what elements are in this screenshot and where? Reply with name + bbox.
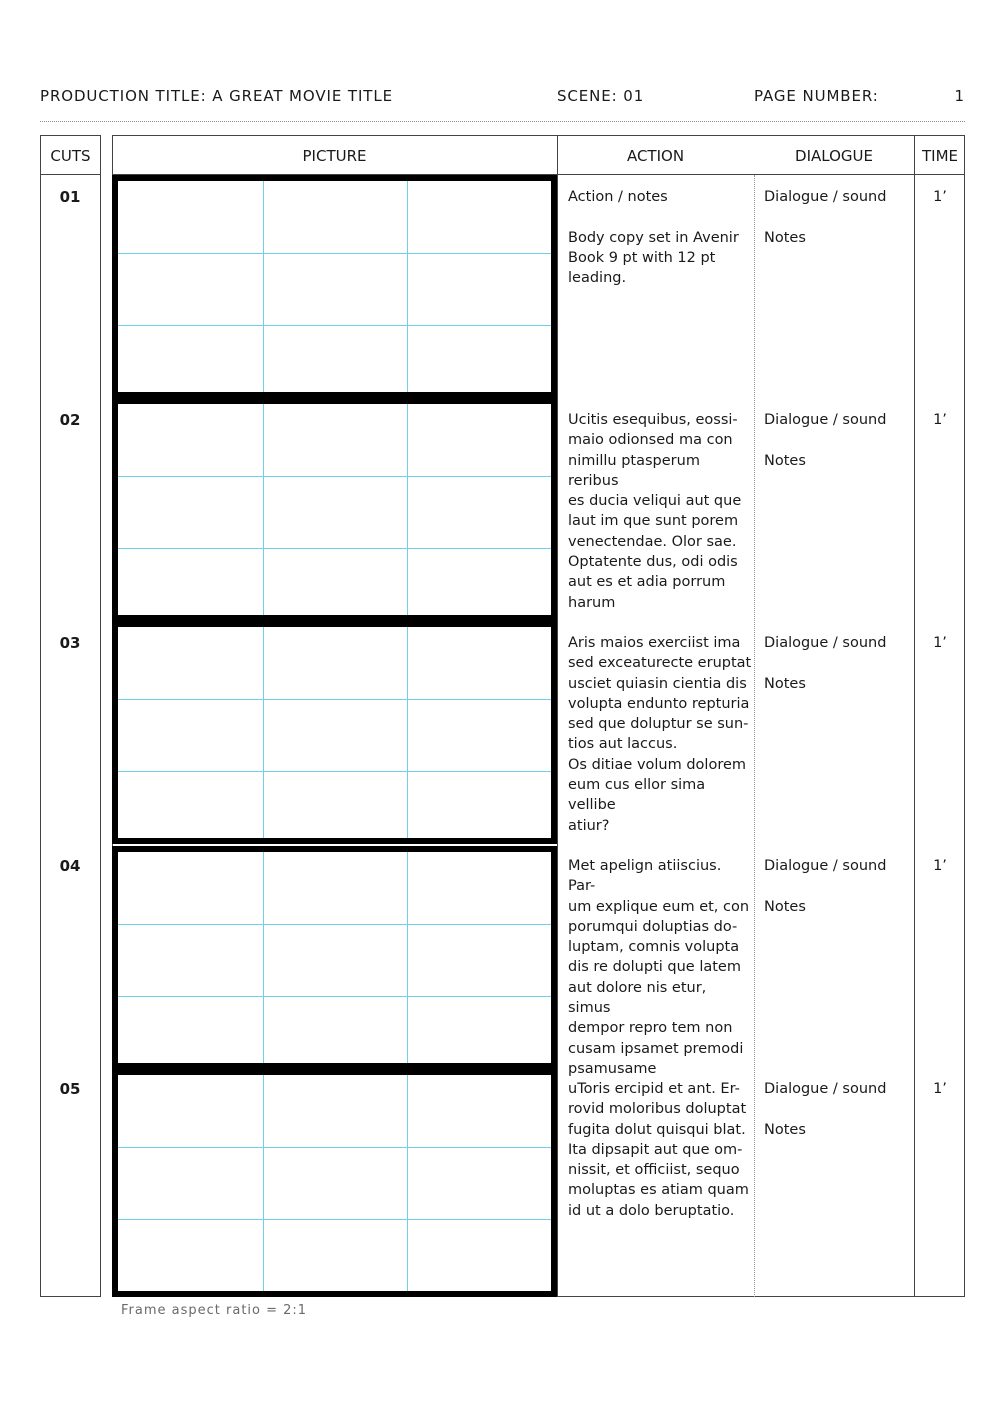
dialogue-line: Dialogue / sound	[764, 412, 887, 428]
action-line: dis re dolupti que latem	[568, 959, 741, 976]
cut-number: 02	[59, 411, 81, 429]
picture-frame[interactable]	[112, 621, 557, 844]
frame-grid-line	[118, 771, 551, 772]
frame-grid-line	[118, 548, 551, 549]
scene-value: 01	[623, 87, 645, 105]
action-line: laut im que sunt porem	[568, 513, 739, 530]
cuts-column	[40, 135, 101, 1297]
dialogue-column-header: DIALOGUE	[795, 147, 873, 165]
action-text	[568, 410, 752, 613]
action-line: atiur?	[568, 817, 610, 834]
frame-grid-line	[118, 996, 551, 997]
time-value: 1’	[933, 412, 947, 428]
frame-grid-line	[407, 1075, 408, 1291]
dialogue-text	[764, 410, 914, 471]
scene-label: SCENE:	[557, 87, 618, 105]
dialogue-text	[764, 187, 914, 248]
dialogue-text	[764, 633, 914, 694]
action-line: cusam ipsamet premodi	[568, 1040, 744, 1057]
action-line: aut dolore nis etur, simus	[568, 979, 707, 1017]
action-line: Met apelign atiiscius. Par-	[568, 858, 722, 895]
picture-column-header: PICTURE	[302, 147, 367, 165]
action-text	[568, 633, 752, 836]
production-title	[40, 86, 393, 106]
frame-grid-line	[118, 699, 551, 700]
action-line: Body copy set in Avenir	[568, 229, 739, 246]
dialogue-line: Dialogue / sound	[764, 1081, 887, 1097]
frame-grid-line	[118, 1219, 551, 1220]
page-number-label: PAGE NUMBER:	[754, 87, 879, 105]
action-text	[568, 187, 752, 288]
cut-number: 04	[59, 857, 81, 875]
frame-grid-line	[263, 181, 264, 392]
action-line: maio odionsed ma con	[568, 432, 733, 449]
action-line: volupta endunto repturia	[568, 695, 750, 712]
action-line: um explique eum et, con	[568, 898, 750, 915]
action-line: es ducia veliqui aut que	[568, 493, 742, 510]
picture-frame[interactable]	[112, 398, 557, 621]
picture-frame[interactable]	[112, 175, 557, 398]
action-line: harum	[568, 594, 616, 611]
dialogue-time-divider	[914, 135, 915, 1297]
dialogue-line: Dialogue / sound	[764, 858, 887, 874]
action-line: leading.	[568, 270, 627, 287]
action-line: luptam, comnis volupta	[568, 939, 740, 956]
dialogue-line: Dialogue / sound	[764, 189, 887, 205]
action-line: uToris ercipid et ant. Er-	[568, 1081, 740, 1097]
frame-grid-line	[118, 476, 551, 477]
action-line: sed exceaturecte eruptat	[568, 655, 752, 672]
frame-grid-line	[263, 627, 264, 838]
cut-number: 03	[59, 634, 81, 652]
production-title-value: A GREAT MOVIE TITLE	[212, 87, 393, 105]
action-line: Book 9 pt with 12 pt	[568, 249, 716, 266]
frame-grid-line	[118, 1147, 551, 1148]
notes-line: Notes	[764, 452, 806, 469]
action-line: Os ditiae volum dolorem	[568, 756, 747, 773]
page-number-value: 1	[954, 87, 965, 105]
dialogue-text	[764, 856, 914, 917]
action-line: nissit, et officiist, sequo	[568, 1162, 740, 1179]
action-line: psamusame	[568, 1060, 657, 1077]
action-line: fugita dolut quisqui blat.	[568, 1121, 746, 1138]
action-line: eum cus ellor sima vellibe	[568, 777, 706, 814]
action-line: nimillu ptasperum reribus	[568, 452, 700, 489]
action-line: Optatente dus, odi odis	[568, 554, 738, 571]
cuts-header-divider	[40, 174, 101, 175]
action-dialogue-divider	[754, 175, 755, 1297]
cuts-column-header: CUTS	[50, 147, 91, 165]
notes-line: Notes	[764, 229, 806, 246]
notes-line: Notes	[764, 1121, 806, 1138]
action-line: tios aut laccus.	[568, 736, 678, 753]
action-line: Action / notes	[568, 189, 668, 205]
cut-number: 05	[59, 1080, 81, 1098]
time-value: 1’	[933, 189, 947, 205]
frame-grid-line	[263, 404, 264, 615]
frame-grid-line	[118, 253, 551, 254]
picture-frame[interactable]	[112, 1069, 557, 1297]
frame-grid-line	[407, 404, 408, 615]
dialogue-line: Dialogue / sound	[764, 635, 887, 651]
frame-grid-line	[407, 181, 408, 392]
frame-grid-line	[263, 1075, 264, 1291]
action-line: id ut a dolo beruptatio.	[568, 1202, 735, 1219]
frame-grid-line	[118, 325, 551, 326]
frame-grid-line	[407, 852, 408, 1063]
notes-line: Notes	[764, 898, 806, 915]
action-line: porumqui doluptias do-	[568, 918, 738, 935]
frame-aspect-ratio-note: Frame aspect ratio = 2:1	[121, 1303, 308, 1318]
header-divider	[40, 121, 965, 122]
frame-grid-line	[118, 924, 551, 925]
dialogue-text	[764, 1079, 914, 1140]
action-line: Ita dipsapit aut que om-	[568, 1141, 743, 1158]
notes-line: Notes	[764, 675, 806, 692]
picture-frame[interactable]	[112, 846, 557, 1069]
action-text	[568, 856, 752, 1079]
action-line: dempor repro tem non	[568, 1020, 733, 1037]
action-line: usciet quiasin cientia dis	[568, 675, 747, 692]
action-column-header: ACTION	[626, 147, 685, 165]
frame-grid-line	[263, 852, 264, 1063]
action-line: venectendae. Olor sae.	[568, 533, 737, 550]
action-line: Aris maios exerciist ima	[568, 635, 741, 651]
production-title-label: PRODUCTION TITLE:	[40, 87, 207, 105]
action-line: rovid moloribus doluptat	[568, 1101, 747, 1118]
action-line: sed que doluptur se sun-	[568, 716, 749, 733]
time-value: 1’	[933, 635, 947, 651]
time-column-header: TIME	[921, 147, 958, 165]
cut-number: 01	[59, 188, 81, 206]
picture-action-divider	[557, 135, 558, 1297]
action-text	[568, 1079, 752, 1221]
time-value: 1’	[933, 858, 947, 874]
frame-grid-line	[407, 627, 408, 838]
action-line: moluptas es atiam quam	[568, 1182, 749, 1199]
action-line: aut es et adia porrum	[568, 574, 726, 591]
time-value: 1’	[933, 1081, 947, 1097]
scene	[557, 86, 644, 106]
action-line: Ucitis esequibus, eossi-	[568, 412, 738, 428]
